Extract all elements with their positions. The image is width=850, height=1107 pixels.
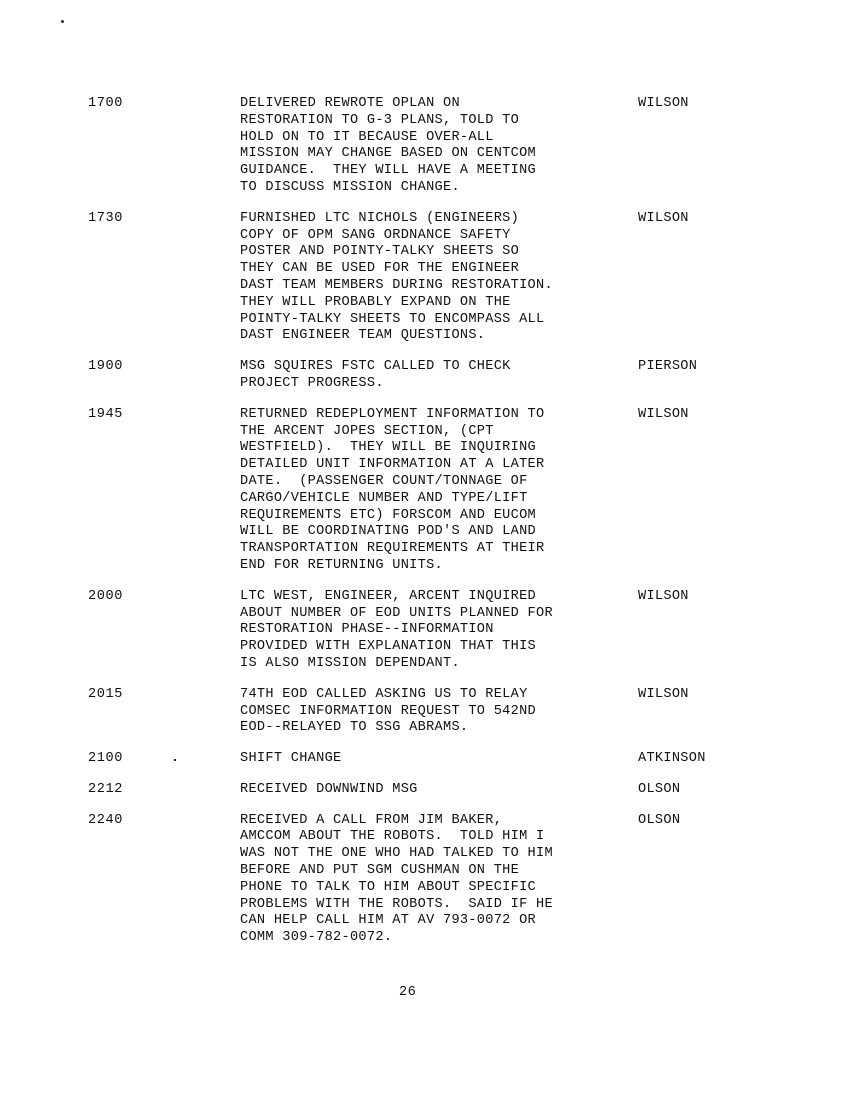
description-line: END FOR RETURNING UNITS.	[240, 557, 443, 573]
entry-time: 1730	[88, 210, 124, 226]
scan-speck	[174, 759, 176, 761]
log-entry-1700	[0, 96, 850, 197]
description-line: MSG SQUIRES FSTC CALLED TO CHECK	[240, 359, 511, 375]
description-line: THE ARCENT JOPES SECTION, (CPT	[240, 423, 494, 439]
description-line: PHONE TO TALK TO HIM ABOUT SPECIFIC	[240, 879, 537, 895]
description-line: COPY OF OPM SANG ORDNANCE SAFETY	[240, 227, 511, 243]
entry-time: 2015	[88, 686, 124, 702]
description-line: FURNISHED LTC NICHOLS (ENGINEERS)	[240, 210, 520, 226]
log-entry-2000	[0, 589, 850, 673]
entry-time: 2100	[88, 751, 124, 767]
entry-time: 1945	[88, 406, 124, 422]
page-number: 26	[399, 985, 417, 1000]
description-line: RESTORATION TO G-3 PLANS, TOLD TO	[240, 112, 520, 128]
description-line: ABOUT NUMBER OF EOD UNITS PLANNED FOR	[240, 605, 553, 621]
entry-description	[240, 211, 620, 345]
description-line: TO DISCUSS MISSION CHANGE.	[240, 179, 460, 195]
entry-officer: WILSON	[638, 588, 689, 604]
entry-officer: WILSON	[638, 210, 689, 226]
description-line: WILL BE COORDINATING POD'S AND LAND	[240, 524, 537, 540]
description-line: REQUIREMENTS ETC) FORSCOM AND EUCOM	[240, 507, 537, 523]
entry-time: 2000	[88, 588, 124, 604]
description-line: SHIFT CHANGE	[240, 751, 342, 767]
entry-time: 1900	[88, 359, 124, 375]
description-line: PROBLEMS WITH THE ROBOTS. SAID IF HE	[240, 896, 553, 912]
log-entry-2240	[0, 813, 850, 947]
description-line: DETAILED UNIT INFORMATION AT A LATER	[240, 457, 545, 473]
log-entry-2100	[0, 751, 850, 768]
entry-description	[240, 589, 620, 673]
description-line: RECEIVED DOWNWIND MSG	[240, 781, 418, 797]
description-line: HOLD ON TO IT BECAUSE OVER-ALL	[240, 129, 494, 145]
description-line: IS ALSO MISSION DEPENDANT.	[240, 655, 460, 671]
description-line: THEY WILL PROBABLY EXPAND ON THE	[240, 294, 511, 310]
description-line: CAN HELP CALL HIM AT AV 793-0072 OR	[240, 913, 537, 929]
entry-officer: OLSON	[638, 781, 681, 797]
log-entry-2015	[0, 687, 850, 737]
description-line: WAS NOT THE ONE WHO HAD TALKED TO HIM	[240, 846, 553, 862]
description-line: RESTORATION PHASE--INFORMATION	[240, 622, 494, 638]
entry-officer: WILSON	[638, 686, 689, 702]
entry-description	[240, 359, 620, 393]
entry-officer: PIERSON	[638, 359, 698, 375]
description-line: PROJECT PROGRESS.	[240, 375, 384, 391]
description-line: POINTY-TALKY SHEETS TO ENCOMPASS ALL	[240, 311, 545, 327]
description-line: AMCCOM ABOUT THE ROBOTS. TOLD HIM I	[240, 829, 545, 845]
entry-officer: WILSON	[638, 96, 689, 111]
description-line: TRANSPORTATION REQUIREMENTS AT THEIR	[240, 541, 545, 557]
entry-time: 2240	[88, 812, 124, 828]
entry-description	[240, 813, 620, 947]
description-line: RETURNED REDEPLOYMENT INFORMATION TO	[240, 406, 545, 422]
description-line: CARGO/VEHICLE NUMBER AND TYPE/LIFT	[240, 490, 528, 506]
description-line: COMM 309-782-0072.	[240, 930, 393, 946]
log-entry-1945	[0, 407, 850, 575]
entry-description	[240, 687, 620, 737]
entry-description	[240, 751, 620, 768]
log-entry-1900	[0, 359, 850, 393]
entry-time: 1700	[88, 96, 124, 111]
log-entry-1730	[0, 211, 850, 345]
description-line: GUIDANCE. THEY WILL HAVE A MEETING	[240, 163, 537, 179]
entry-description	[240, 407, 620, 575]
duty-log	[0, 96, 850, 961]
description-line: BEFORE AND PUT SGM CUSHMAN ON THE	[240, 863, 520, 879]
description-line: PROVIDED WITH EXPLANATION THAT THIS	[240, 639, 537, 655]
log-entry-2212	[0, 782, 850, 799]
entry-description	[240, 96, 620, 197]
description-line: DAST ENGINEER TEAM QUESTIONS.	[240, 328, 486, 344]
entry-officer: WILSON	[638, 406, 689, 422]
description-line: RECEIVED A CALL FROM JIM BAKER,	[240, 812, 503, 828]
entry-officer: OLSON	[638, 812, 681, 828]
scan-speck	[61, 20, 64, 23]
entry-officer: ATKINSON	[638, 751, 706, 767]
entry-description	[240, 782, 620, 799]
entry-time: 2212	[88, 781, 124, 797]
description-line: LTC WEST, ENGINEER, ARCENT INQUIRED	[240, 588, 537, 604]
description-line: DELIVERED REWROTE OPLAN ON	[240, 96, 460, 111]
description-line: EOD--RELAYED TO SSG ABRAMS.	[240, 720, 469, 736]
description-line: COMSEC INFORMATION REQUEST TO 542ND	[240, 703, 537, 719]
description-line: 74TH EOD CALLED ASKING US TO RELAY	[240, 686, 528, 702]
description-line: WESTFIELD). THEY WILL BE INQUIRING	[240, 440, 537, 456]
description-line: POSTER AND POINTY-TALKY SHEETS SO	[240, 244, 520, 260]
description-line: DAST TEAM MEMBERS DURING RESTORATION.	[240, 277, 553, 293]
description-line: DATE. (PASSENGER COUNT/TONNAGE OF	[240, 473, 528, 489]
description-line: MISSION MAY CHANGE BASED ON CENTCOM	[240, 146, 537, 162]
description-line: THEY CAN BE USED FOR THE ENGINEER	[240, 261, 520, 277]
